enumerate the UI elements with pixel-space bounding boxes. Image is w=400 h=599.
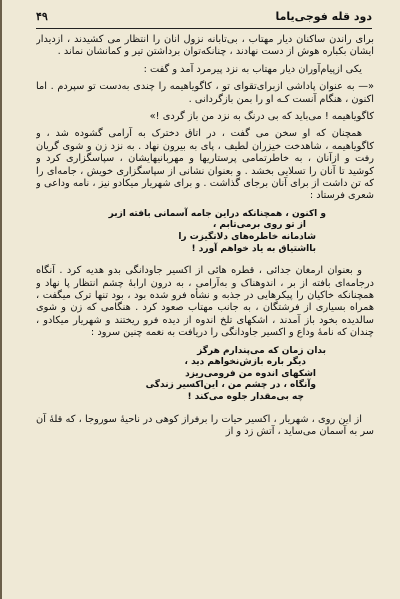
paragraph: یکی ازپیام‌آوران دیار مهتاب به نزد پیرمرد آمد و گفت : bbox=[143, 63, 362, 75]
poem-line: از تو روی برمی‌تابم ، bbox=[212, 220, 306, 231]
page-body bbox=[36, 34, 374, 593]
page-number: ۴۹ bbox=[36, 9, 48, 23]
poem-line: شادمانه خاطره‌های دلانگیزت را bbox=[178, 232, 316, 243]
paragraph: «— به عنوان پاداشی ازبرای‌تقوای تو ، کاگویاهیمه را چندی به‌دست تو سپردم . اما اکنون ، هنگام آنست کـه او را بمن بازگردانی . bbox=[36, 81, 374, 105]
poem-emperor bbox=[84, 346, 326, 404]
running-title: دود قله فوجی‌یاما bbox=[275, 9, 372, 23]
header-rule bbox=[36, 28, 372, 29]
poem-line: دیگر باره بازش‌نخواهم دید ، bbox=[184, 357, 306, 368]
paragraph: همچنان که او سخن می گفت ، در اتاق دخترک به آرامی گشوده شد ، و کاگویاهیمه ، شاهدخت خیزران لطیف ، پای به بیرون نهاد . به نزد زن و شوی گریان رفت و ازآنان ، به خاطرتمامی پرستاریها و مهربانیهایشان ، سپاسگزاری کرد و کوشید تا آنان را تسلایی بخشد . و بعنوان نشانی از سپاسگزاری خویش ، جامه‌ای را که تن داشت از برای آنان برجای گذاشت . و برای شهریار میکادو نیز ، نامه وداعی و شعری فرستاد : bbox=[36, 128, 374, 202]
page-header bbox=[36, 6, 372, 26]
poem-line: و اکنون ، همچنانکه دراین جامه آسمانی بافته ازبر bbox=[108, 208, 326, 219]
poem-line: بدان زمان که می‌پندارم هرگز bbox=[197, 345, 326, 356]
poem-line: وآنگاه ، در چشم من ، این‌اکسیر زندگی bbox=[145, 380, 316, 391]
poem-farewell bbox=[84, 209, 326, 255]
paragraph: از این روی ، شهریار ، اکسیر حیات را برفراز کوهی در ناحیهٔ سوروجا ، که قلهٔ آن سر به آسمان می‌ساید ، آتش زد و از bbox=[36, 413, 374, 438]
paragraph: برای راندن ساکنان دیار مهتاب ، بی‌تابانه نزول آنان را انتظار می کشیدند ، ازدیدار ایشان بکباره هوش از دست نهادند ، چنانکه‌توان برداشتن تیر و کمانشان نماند . bbox=[36, 34, 374, 58]
paragraph: و بعنوان ارمغان جدائی ، قطره هائی از اکسیر جاودانگی بدو هدیه کرد . آنگاه درجامه‌ای بافته از بر ، اندوهناک و به‌آرامی ، به درون ارابهٔ چشم انتظار پا نهاد و همچنانکه خاکیان را پیکرهایی در جذبه و نشأه فرو شده بود ، بود تنها ترک میگفت ، همراه بسیاری از فرشتگان ، به جانب مهتاب صعود کرد . هنگامی که زن و شوی سالدیده بخود باز آمدند ، اشکهای تلخ اندوه از دیده فرو ریختند و شهریار میکادو ، چندان که نامهٔ وداع و اکسیر جاودانگی را دریافت به نغمه چنین سرود : bbox=[36, 265, 374, 339]
poem-line: بااشتیاق به یاد خواهم آورد ! bbox=[191, 243, 316, 254]
poem-line: چه بی‌مقدار جلوه می‌کند ! bbox=[187, 392, 304, 403]
poem-line: اشکهای اندوه من فرومی‌ریزد bbox=[185, 368, 316, 379]
paragraph: کاگویاهیمه ! می‌باید که بی درنگ به نزد من باز گردی !» bbox=[149, 111, 374, 123]
